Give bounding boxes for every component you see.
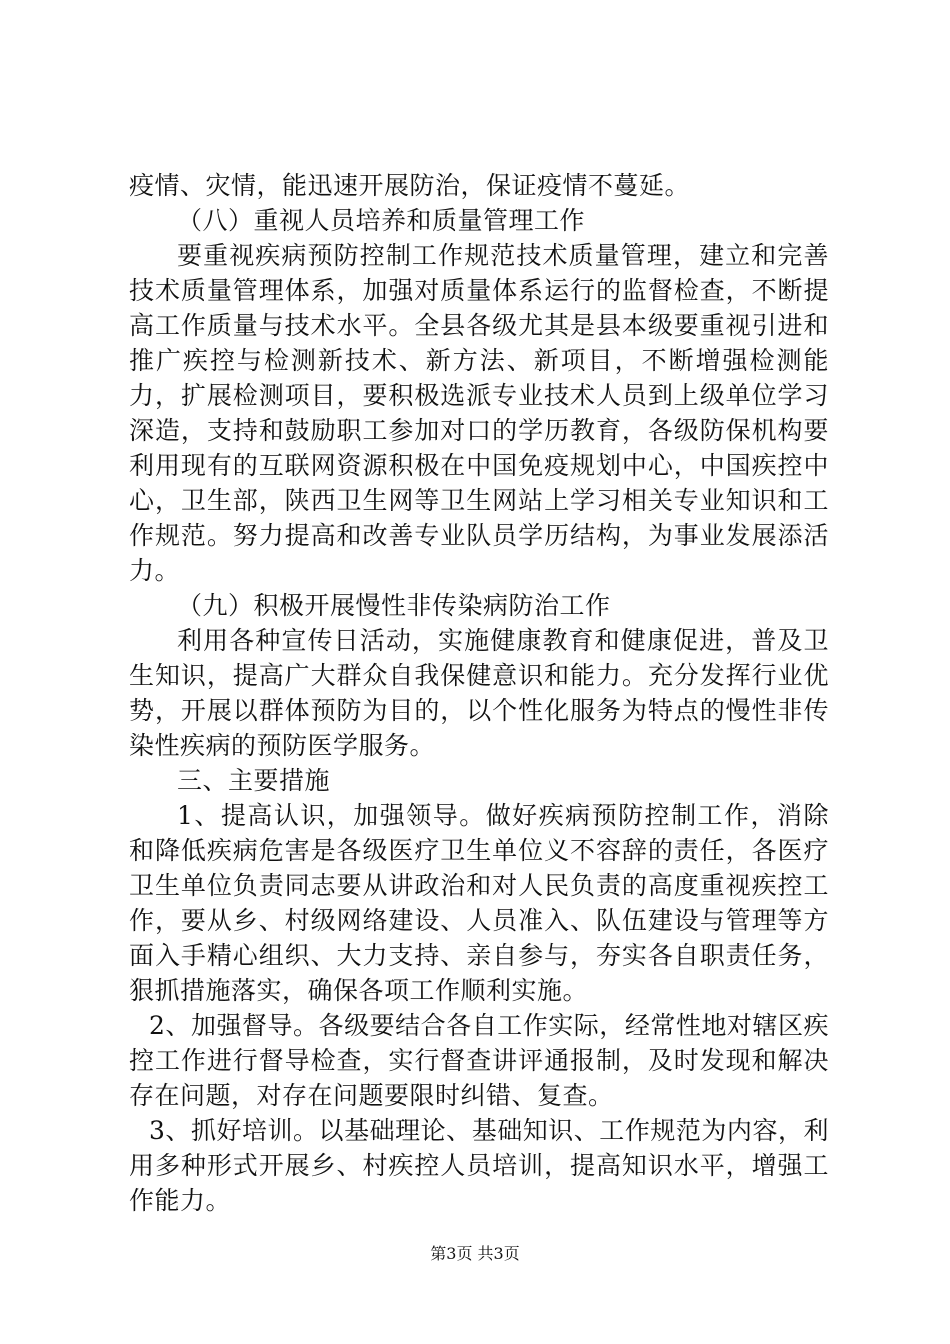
page-footer — [0, 1244, 950, 1264]
section-heading-9: （九）积极开展慢性非传染病防治工作 — [177, 591, 611, 620]
paragraph-quality-management: 要重视疾病预防控制工作规范技术质量管理，建立和完善技术质量管理体系，加强对质量体系运行的监督检查，不断提高工作质量与技术水平。全县各级尤其是县本级要重视引进和推广疾控与检测新技术、新方法、新项目，不断增强检测能力，扩展检测项目，要积极选派专业技术人员到上级单位学习深造，支持和鼓励职工参加对口的学历教育，各级防保机构要利用现有的互联网资源积极在中国免疫规划中心，中国疾控中心，卫生部，陕西卫生网等卫生网站上学习相关专业知识和工作规范。努力提高和改善专业队员学历结构，为事业发展添活力。 — [129, 241, 829, 585]
paragraph-measure-1: 1、提高认识，加强领导。做好疾病预防控制工作，消除和降低疾病危害是各级医疗卫生单位义不容辞的责任，各医疗卫生单位负责同志要从讲政治和对人民负责的高度重视疾控工作，要从乡、村级网络建设、人员准入、队伍建设与管理等方面入手精心组织、大力支持、亲自参与，夯实各自职责任务，狠抓措施落实，确保各项工作顺利实施。 — [129, 801, 829, 1005]
paragraph-chronic-disease: 利用各种宣传日活动，实施健康教育和健康促进，普及卫生知识，提高广大群众自我保健意识和能力。充分发挥行业优势，开展以群体预防为目的，以个性化服务为特点的慢性非传染性疾病的预防医学服务。 — [129, 626, 829, 760]
paragraph-measure-3: 3、抓好培训。以基础理论、基础知识、工作规范为内容，利用多种形式开展乡、村疾控人员培训，提高知识水平，增强工作能力。 — [129, 1116, 829, 1215]
page-number: 第3页 共3页 — [430, 1244, 520, 1263]
paragraph-continuation: 疫情、灾情，能迅速开展防治，保证疫情不蔓延。 — [129, 171, 691, 200]
paragraph-measure-2: 2、加强督导。各级要结合各自工作实际，经常性地对辖区疾控工作进行督导检查，实行督查讲评通报制，及时发现和解决存在问题，对存在问题要限时纠错、复查。 — [129, 1011, 829, 1110]
document-body — [129, 168, 829, 1218]
section-heading-measures: 三、主要措施 — [177, 766, 331, 795]
section-heading-8: （八）重视人员培养和质量管理工作 — [177, 206, 586, 235]
